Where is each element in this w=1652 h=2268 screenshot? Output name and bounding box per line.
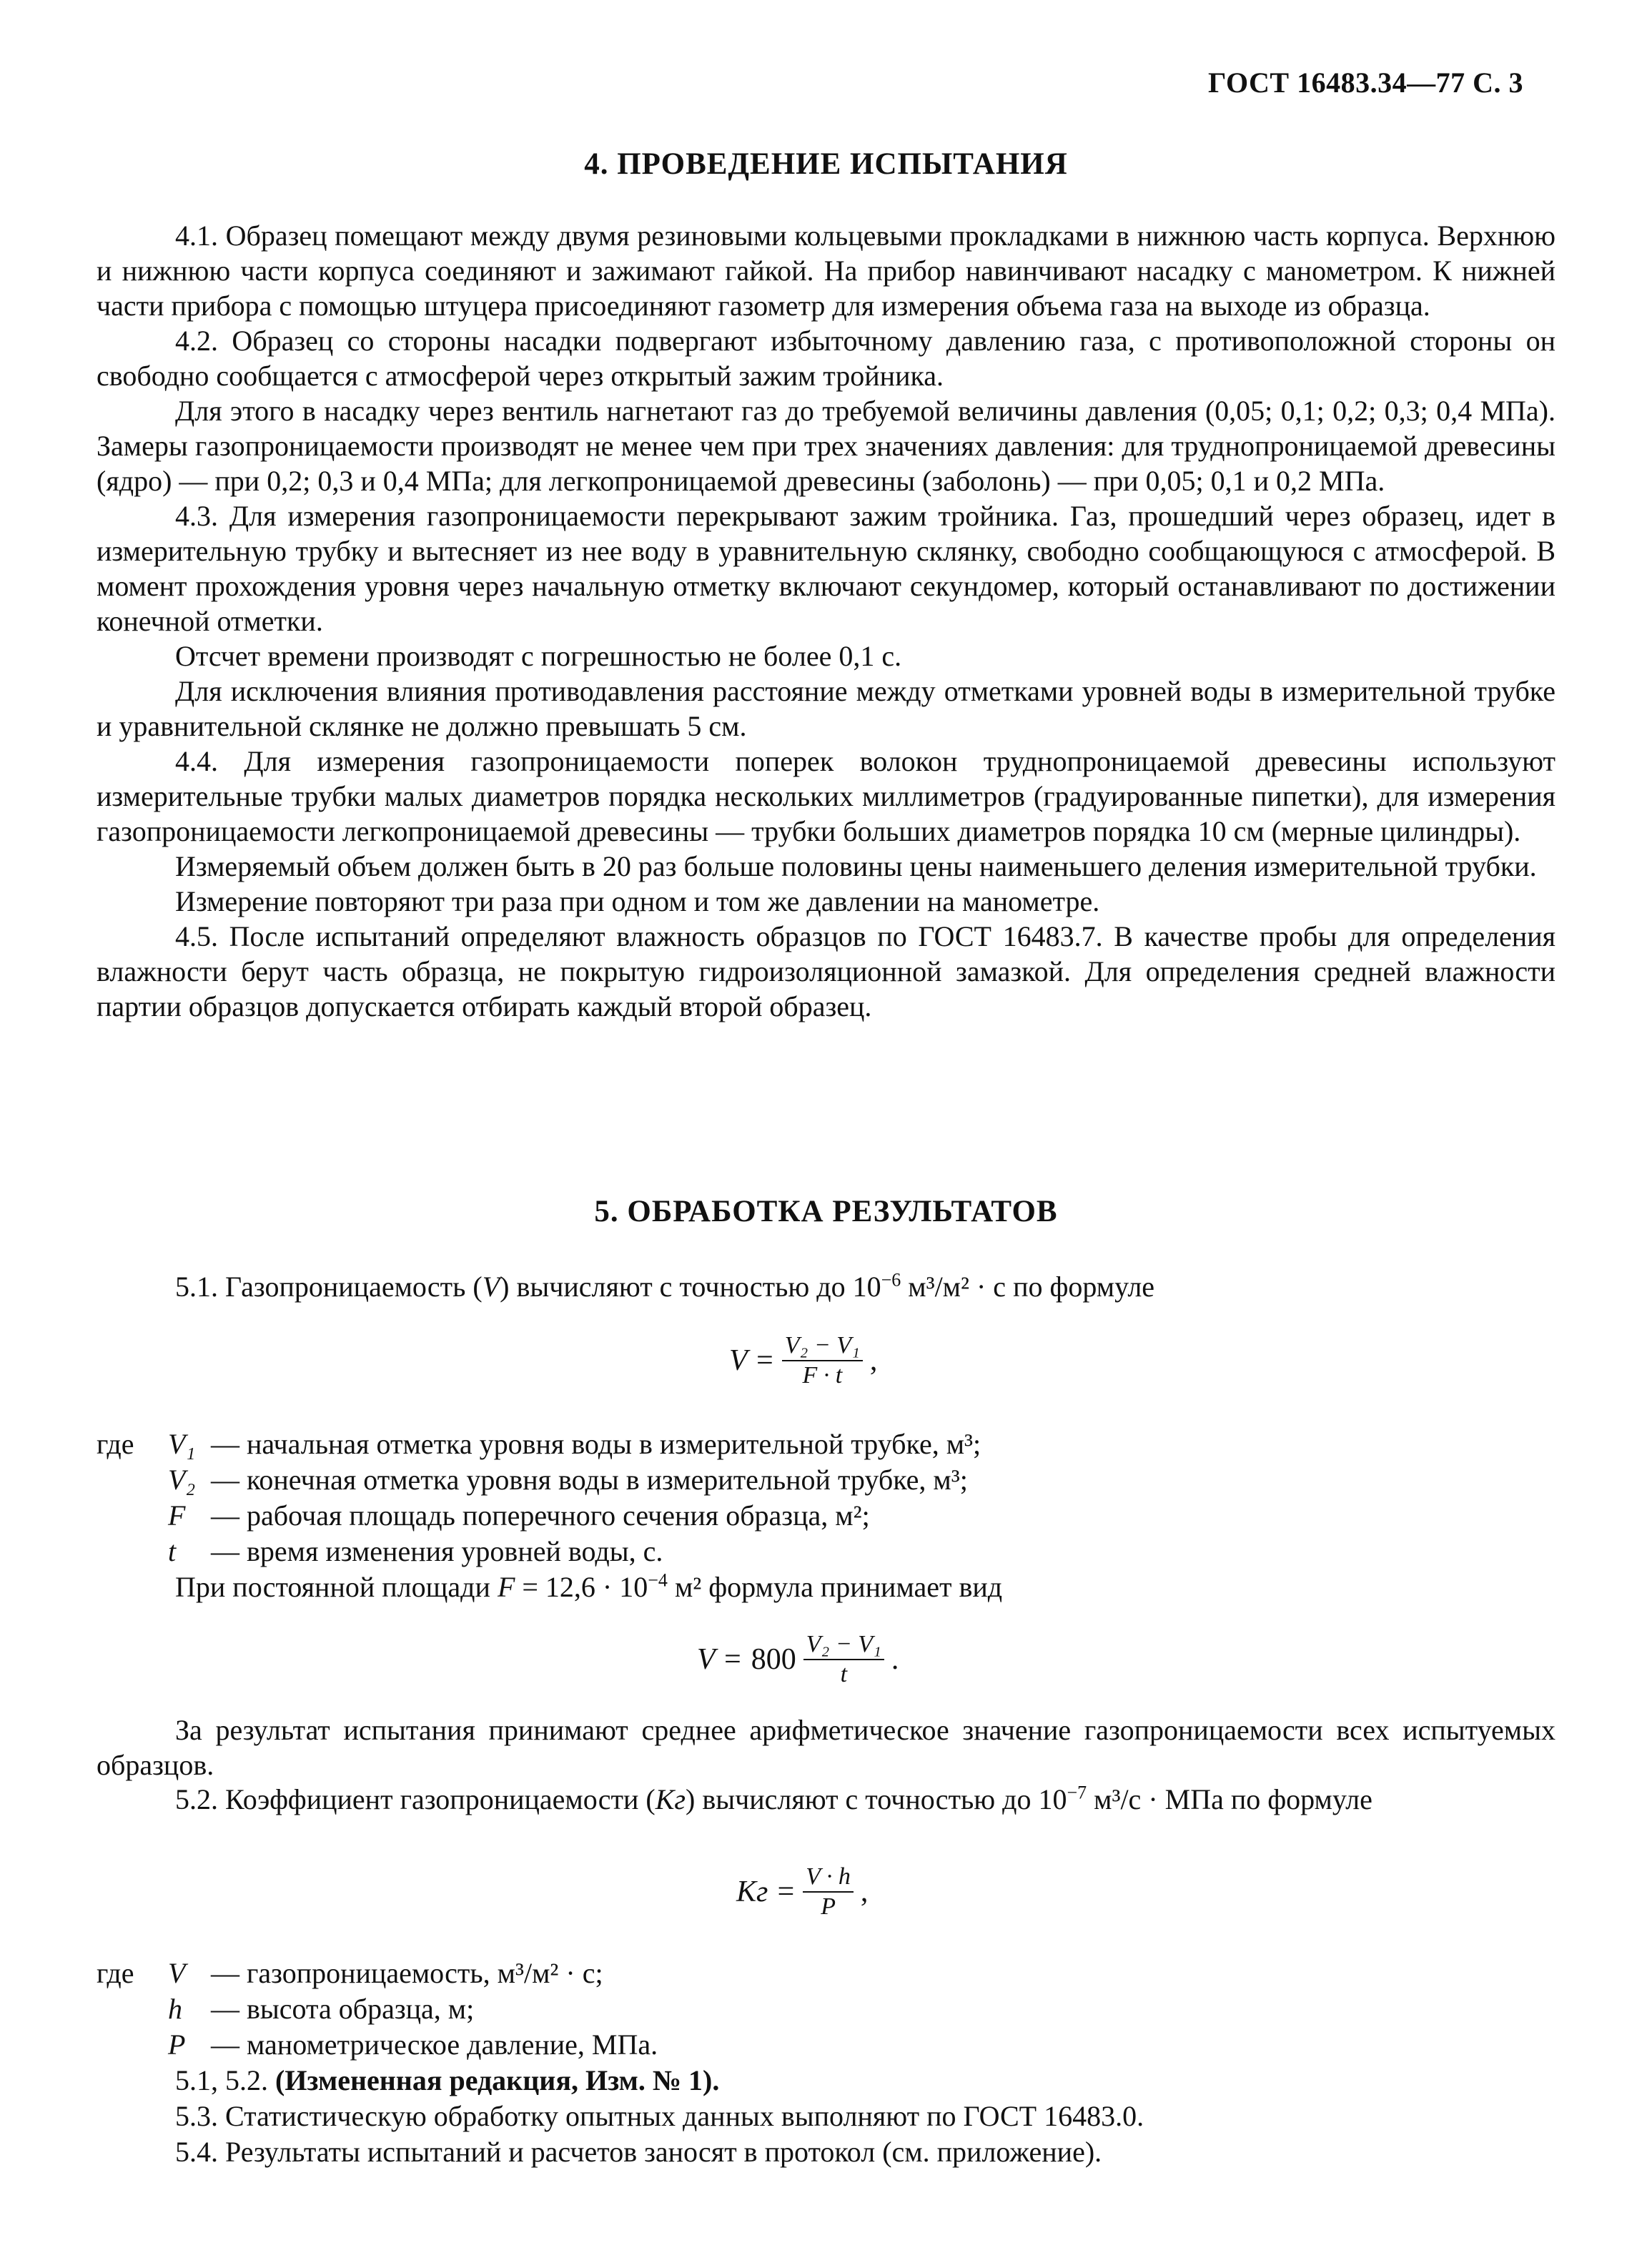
paragraph-4-5: 4.5. После испытаний определяют влажность образцов по ГОСТ 16483.7. В качестве пробы для определения влажности берут часть образца, не покрытую гидроизоляционной замазкой. Для определения средней влажности партии образцов допускается отбирать каждый второй образец. <box>97 920 1555 1022</box>
paragraph-4-3-timing: Отсчет времени производят с погрешностью не более 0,1 с. <box>175 640 902 672</box>
formula-denominator: t <box>840 1661 848 1687</box>
formula-permeability-coefficient: Kг = $\frac{V \cdot h}{P}$ , <box>736 1863 869 1920</box>
paragraph-5-4: 5.4. Результаты испытаний и расчетов заносят в протокол (см. приложение). <box>175 2136 1102 2168</box>
paragraph-5-1: 5.1. Газопроницаемость (V) вычисляют с точностью до $10^{-6}$ м³/м² · с по формуле <box>175 1269 1155 1303</box>
page-header-doc-ref: ГОСТ 16483.34—77 С. 3 <box>1207 66 1523 99</box>
section-4-body <box>97 218 1555 1024</box>
definition-t: t — время изменения уровней воды, с. <box>168 1535 663 1567</box>
paragraph-4-4-volume: Измеряемый объем должен быть в 20 раз больше половины цены наименьшего деления измерительной трубки. <box>175 850 1537 882</box>
formula-numerator: V₂ − V₁ <box>806 1631 881 1657</box>
definition-v: где V — газопроницаемость, м³/м² · с; <box>97 1957 603 1989</box>
paragraph-4-3: 4.3. Для измерения газопроницаемости перекрывают зажим тройника. Газ, прошедший через образец, идет в измерительную трубку и вытесняет из нее воду в уравнительную склянку, свободно сообщающуюся с атмосферой. В момент прохождения уровня через начальную отметку включают секундомер, который останавливают по достижении конечной отметки. <box>97 500 1555 637</box>
paragraph-4-2: 4.2. Образец со стороны насадки подвергают избыточному давлению газа, с противоположной стороны он свободно сообщается с атмосферой через открытый зажим тройника. <box>97 325 1555 392</box>
paragraph-amendment: 5.1, 5.2. (Измененная редакция, Изм. № 1). <box>175 2064 720 2096</box>
paragraph-4-1: 4.1. Образец помещают между двумя резиновыми кольцевыми прокладками в нижнюю часть корпуса. Верхнюю и нижнюю части корпуса соединяют и зажимают гайкой. На прибор навинчивают насадку с манометром. К нижней части прибора с помощью штуцера присоединяют газометр для измерения объема газа на выходе из образца. <box>97 220 1555 322</box>
paragraph-result: За результат испытания принимают среднее арифметическое значение газопроницаемости всех испытуемых образцов. <box>97 1714 1555 1781</box>
paragraph-4-4: 4.4. Для измерения газопроницаемости поперек волокон труднопроницаемой древесины используют измерительные трубки малых диаметров порядка нескольких миллиметров (градуированные пипетки), для измерения газопроницаемости легкопроницаемой древесины — трубки больших диаметров порядка 10 см (мерные цилиндры). <box>97 745 1555 847</box>
formula-gas-permeability-simplified: V = 800 $\frac{\text{V₂ − V₁}}{t}$ . <box>697 1631 899 1687</box>
formula-denominator: F · t <box>802 1362 843 1389</box>
paragraph-4-3-backpressure: Для исключения влияния противодавления расстояние между отметками уровней воды в измерительной трубке и уравнительной склянке не должно превышать 5 см. <box>97 675 1555 742</box>
definition-h: h — высота образца, м; <box>168 1993 475 2025</box>
formula-numerator: V · h <box>806 1863 851 1890</box>
definition-v2: V₂ — конечная отметка уровня воды в измерительной трубке, м³; <box>168 1464 968 1496</box>
formula-denominator: P <box>821 1893 836 1920</box>
paragraph-4-4-repeat: Измерение повторяют три раза при одном и том же давлении на манометре. <box>175 885 1100 917</box>
section-4-title: 4. ПРОВЕДЕНИЕ ИСПЫТАНИЯ <box>584 147 1068 181</box>
paragraph-constant-area: При постоянной площади $F = 12,6 \cdot 10^{-4}$ м² формула принимает вид <box>175 1569 1003 1603</box>
definition-v1: где V₁ — начальная отметка уровня воды в измерительной трубке, м³; <box>97 1428 981 1460</box>
section-5-title: 5. ОБРАБОТКА РЕЗУЛЬТАТОВ <box>594 1195 1058 1228</box>
paragraph-5-2: 5.2. Коэффициент газопроницаемости (Kг) вычисляют с точностью до $10^{-7}$ м³/с · МПа по формуле <box>175 1782 1372 1815</box>
definition-p: P — манометрическое давление, МПа. <box>168 2028 658 2061</box>
definition-f: F — рабочая площадь поперечного сечения образца, м²; <box>168 1499 870 1532</box>
paragraph-4-2-pressure: Для этого в насадку через вентиль нагнетают газ до требуемой величины давления (0,05; 0,1; 0,2; 0,3; 0,4 МПа). Замеры газопроницаемости производят не менее чем при трех значениях давления: для труднопроницаемой древесины (ядро) — при 0,2; 0,3 и 0,4 МПа; для легкопроницаемой древесины (заболонь) — при 0,05; 0,1 и 0,2 МПа. <box>97 395 1555 497</box>
formula-numerator: V₂ − V₁ <box>784 1332 860 1359</box>
paragraph-5-3: 5.3. Статистическую обработку опытных данных выполняют по ГОСТ 16483.0. <box>175 2100 1144 2132</box>
formula-gas-permeability: V = $\frac{\text{V₂ − V₁}}{F \cdot t}$ , <box>729 1332 878 1389</box>
